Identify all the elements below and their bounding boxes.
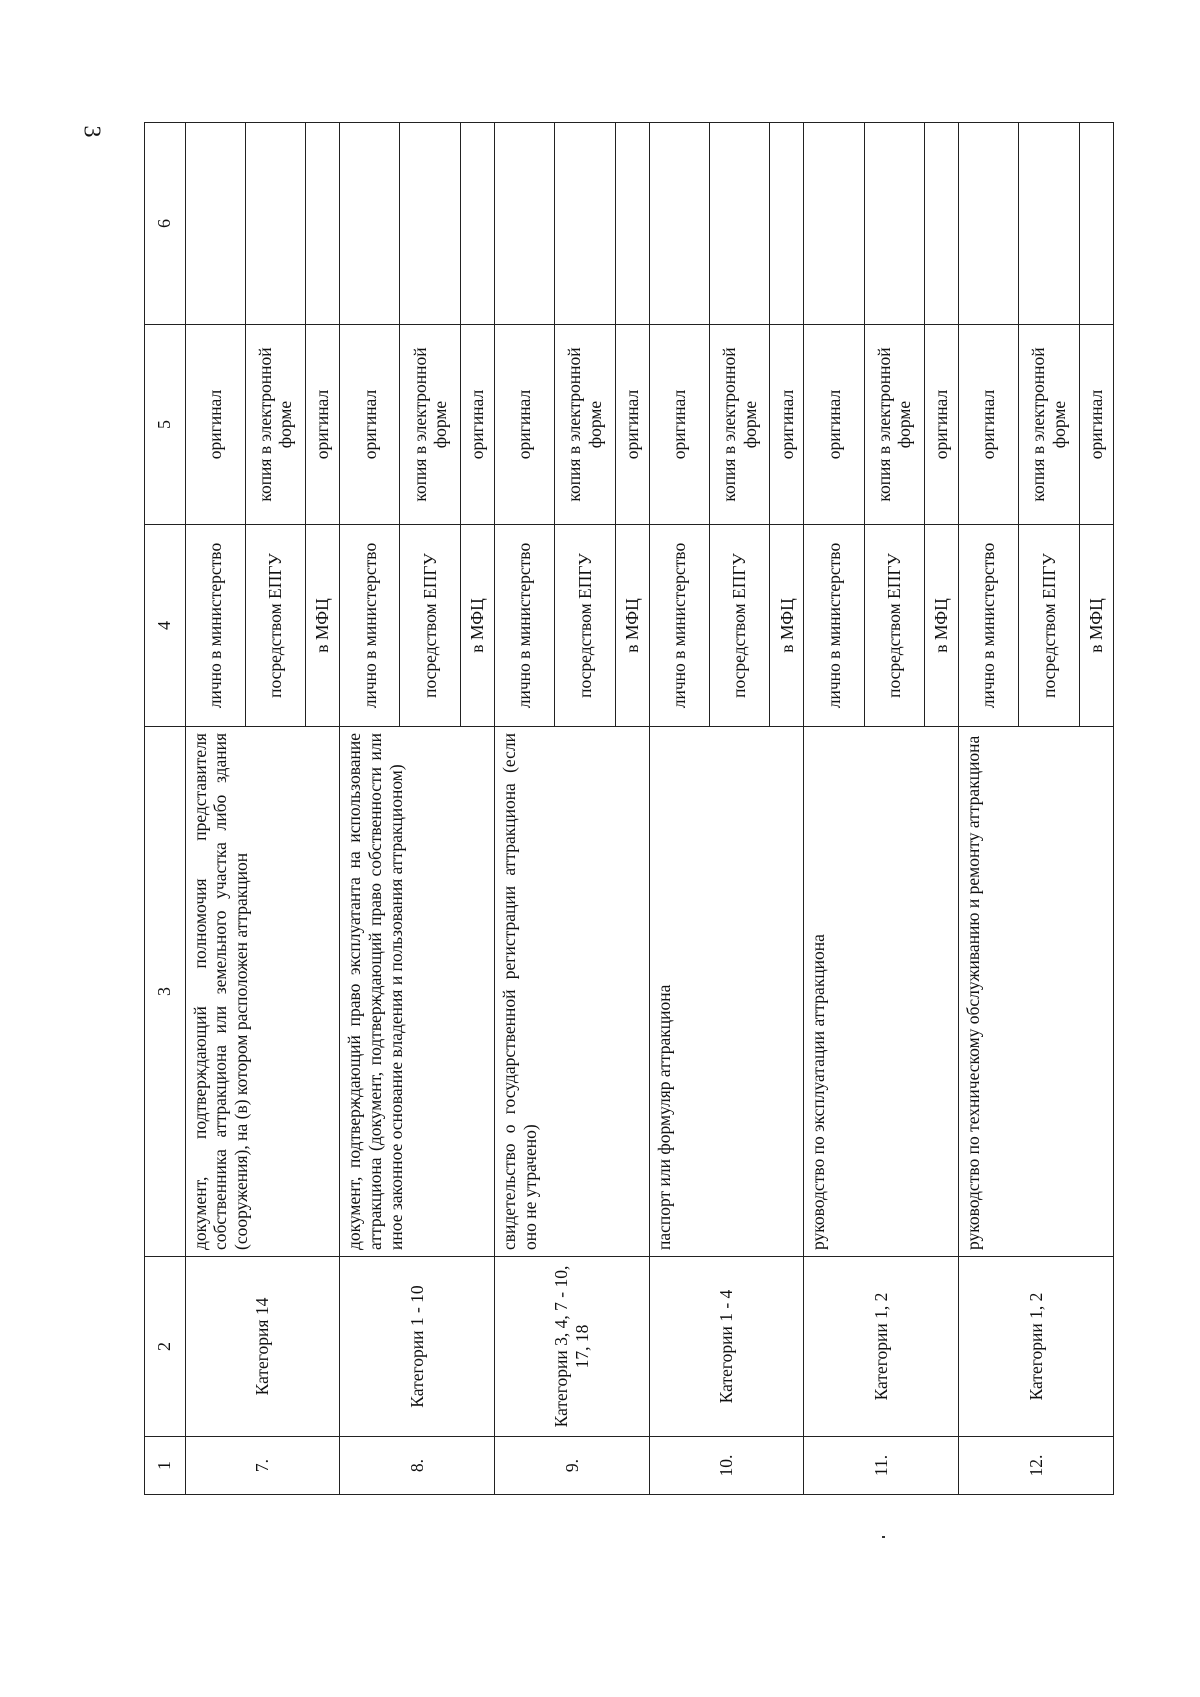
row-category: Категории 3, 4, 7 - 10, 17, 18 bbox=[494, 1257, 649, 1437]
submission-way: лично в министерство bbox=[959, 525, 1019, 727]
note-cell bbox=[185, 123, 245, 325]
note-cell bbox=[340, 123, 400, 325]
submission-way: посредством ЕПГУ bbox=[1019, 525, 1080, 727]
row-number: 10. bbox=[649, 1437, 804, 1495]
note-cell bbox=[709, 123, 770, 325]
page-number: 3 bbox=[78, 125, 105, 138]
note-cell bbox=[1019, 123, 1080, 325]
row-number: 8. bbox=[340, 1437, 495, 1495]
documents-table bbox=[144, 122, 1114, 1495]
row-number: 11. bbox=[804, 1437, 959, 1495]
submission-way: посредством ЕПГУ bbox=[709, 525, 770, 727]
table-row bbox=[494, 123, 554, 1495]
submission-way: в МФЦ bbox=[925, 525, 959, 727]
header-cell: 6 bbox=[145, 123, 186, 325]
note-cell bbox=[460, 123, 494, 325]
document-form: копия в электронной форме bbox=[245, 325, 306, 525]
document-form: оригинал bbox=[615, 325, 649, 525]
row-document: паспорт или формуляр аттракциона bbox=[649, 727, 804, 1257]
document-form: оригинал bbox=[925, 325, 959, 525]
header-row bbox=[145, 123, 186, 1495]
rotated-table bbox=[144, 123, 1114, 1495]
row-document: руководство по техническому обслуживанию и ремонту аттракциона bbox=[959, 727, 1114, 1257]
document-form: оригинал bbox=[959, 325, 1019, 525]
submission-way: лично в министерство bbox=[185, 525, 245, 727]
row-number: 7. bbox=[185, 1437, 340, 1495]
table-row bbox=[804, 123, 864, 1495]
document-form: копия в электронной форме bbox=[555, 325, 616, 525]
document-form: оригинал bbox=[804, 325, 864, 525]
document-form: оригинал bbox=[494, 325, 554, 525]
note-cell bbox=[649, 123, 709, 325]
note-cell bbox=[245, 123, 306, 325]
row-category: Категории 1, 2 bbox=[804, 1257, 959, 1437]
submission-way: в МФЦ bbox=[460, 525, 494, 727]
row-document: свидетельство о государственной регистрации аттракциона (если оно не утрачено) bbox=[494, 727, 649, 1257]
table-row bbox=[340, 123, 400, 1495]
submission-way: в МФЦ bbox=[1079, 525, 1113, 727]
submission-way: посредством ЕПГУ bbox=[400, 525, 461, 727]
note-cell bbox=[804, 123, 864, 325]
submission-way: посредством ЕПГУ bbox=[864, 525, 925, 727]
submission-way: посредством ЕПГУ bbox=[555, 525, 616, 727]
submission-way: в МФЦ bbox=[770, 525, 804, 727]
row-document: документ, подтверждающий полномочия представителя собственника аттракциона или земельного участка либо здания (сооружения), на (в) котором расположен аттракцион bbox=[185, 727, 340, 1257]
header-cell: 4 bbox=[145, 525, 186, 727]
note-cell bbox=[400, 123, 461, 325]
note-cell bbox=[494, 123, 554, 325]
document-form: копия в электронной форме bbox=[400, 325, 461, 525]
row-category: Категория 14 bbox=[185, 1257, 340, 1437]
row-category: Категории 1 - 10 bbox=[340, 1257, 495, 1437]
header-cell: 5 bbox=[145, 325, 186, 525]
submission-way: лично в министерство bbox=[804, 525, 864, 727]
row-number: 12. bbox=[959, 1437, 1114, 1495]
note-cell bbox=[1079, 123, 1113, 325]
table-row bbox=[185, 123, 245, 1495]
header-cell: 3 bbox=[145, 727, 186, 1257]
document-form: оригинал bbox=[340, 325, 400, 525]
row-category: Категории 1, 2 bbox=[959, 1257, 1114, 1437]
header-cell: 2 bbox=[145, 1257, 186, 1437]
document-form: оригинал bbox=[460, 325, 494, 525]
document-form: оригинал bbox=[649, 325, 709, 525]
submission-way: в МФЦ bbox=[615, 525, 649, 727]
document-form: копия в электронной форме bbox=[864, 325, 925, 525]
submission-way: лично в министерство bbox=[494, 525, 554, 727]
scan-mark bbox=[882, 1536, 885, 1538]
note-cell bbox=[615, 123, 649, 325]
row-document: руководство по эксплуатации аттракциона bbox=[804, 727, 959, 1257]
document-form: копия в электронной форме bbox=[709, 325, 770, 525]
row-number: 9. bbox=[494, 1437, 649, 1495]
document-form: оригинал bbox=[185, 325, 245, 525]
note-cell bbox=[925, 123, 959, 325]
document-form: копия в электронной форме bbox=[1019, 325, 1080, 525]
header-cell: 1 bbox=[145, 1437, 186, 1495]
submission-way: в МФЦ bbox=[306, 525, 340, 727]
row-document: документ, подтверждающий право эксплуатанта на использование аттракциона (документ, подтверждающий право собственности или иное законное основание владения и пользования аттракционом) bbox=[340, 727, 495, 1257]
document-form: оригинал bbox=[770, 325, 804, 525]
table-frame bbox=[144, 123, 1114, 1495]
table-row bbox=[649, 123, 709, 1495]
note-cell bbox=[770, 123, 804, 325]
note-cell bbox=[864, 123, 925, 325]
table-row bbox=[959, 123, 1019, 1495]
submission-way: лично в министерство bbox=[649, 525, 709, 727]
note-cell bbox=[306, 123, 340, 325]
submission-way: посредством ЕПГУ bbox=[245, 525, 306, 727]
submission-way: лично в министерство bbox=[340, 525, 400, 727]
note-cell bbox=[555, 123, 616, 325]
document-form: оригинал bbox=[306, 325, 340, 525]
note-cell bbox=[959, 123, 1019, 325]
row-category: Категории 1 - 4 bbox=[649, 1257, 804, 1437]
document-form: оригинал bbox=[1079, 325, 1113, 525]
